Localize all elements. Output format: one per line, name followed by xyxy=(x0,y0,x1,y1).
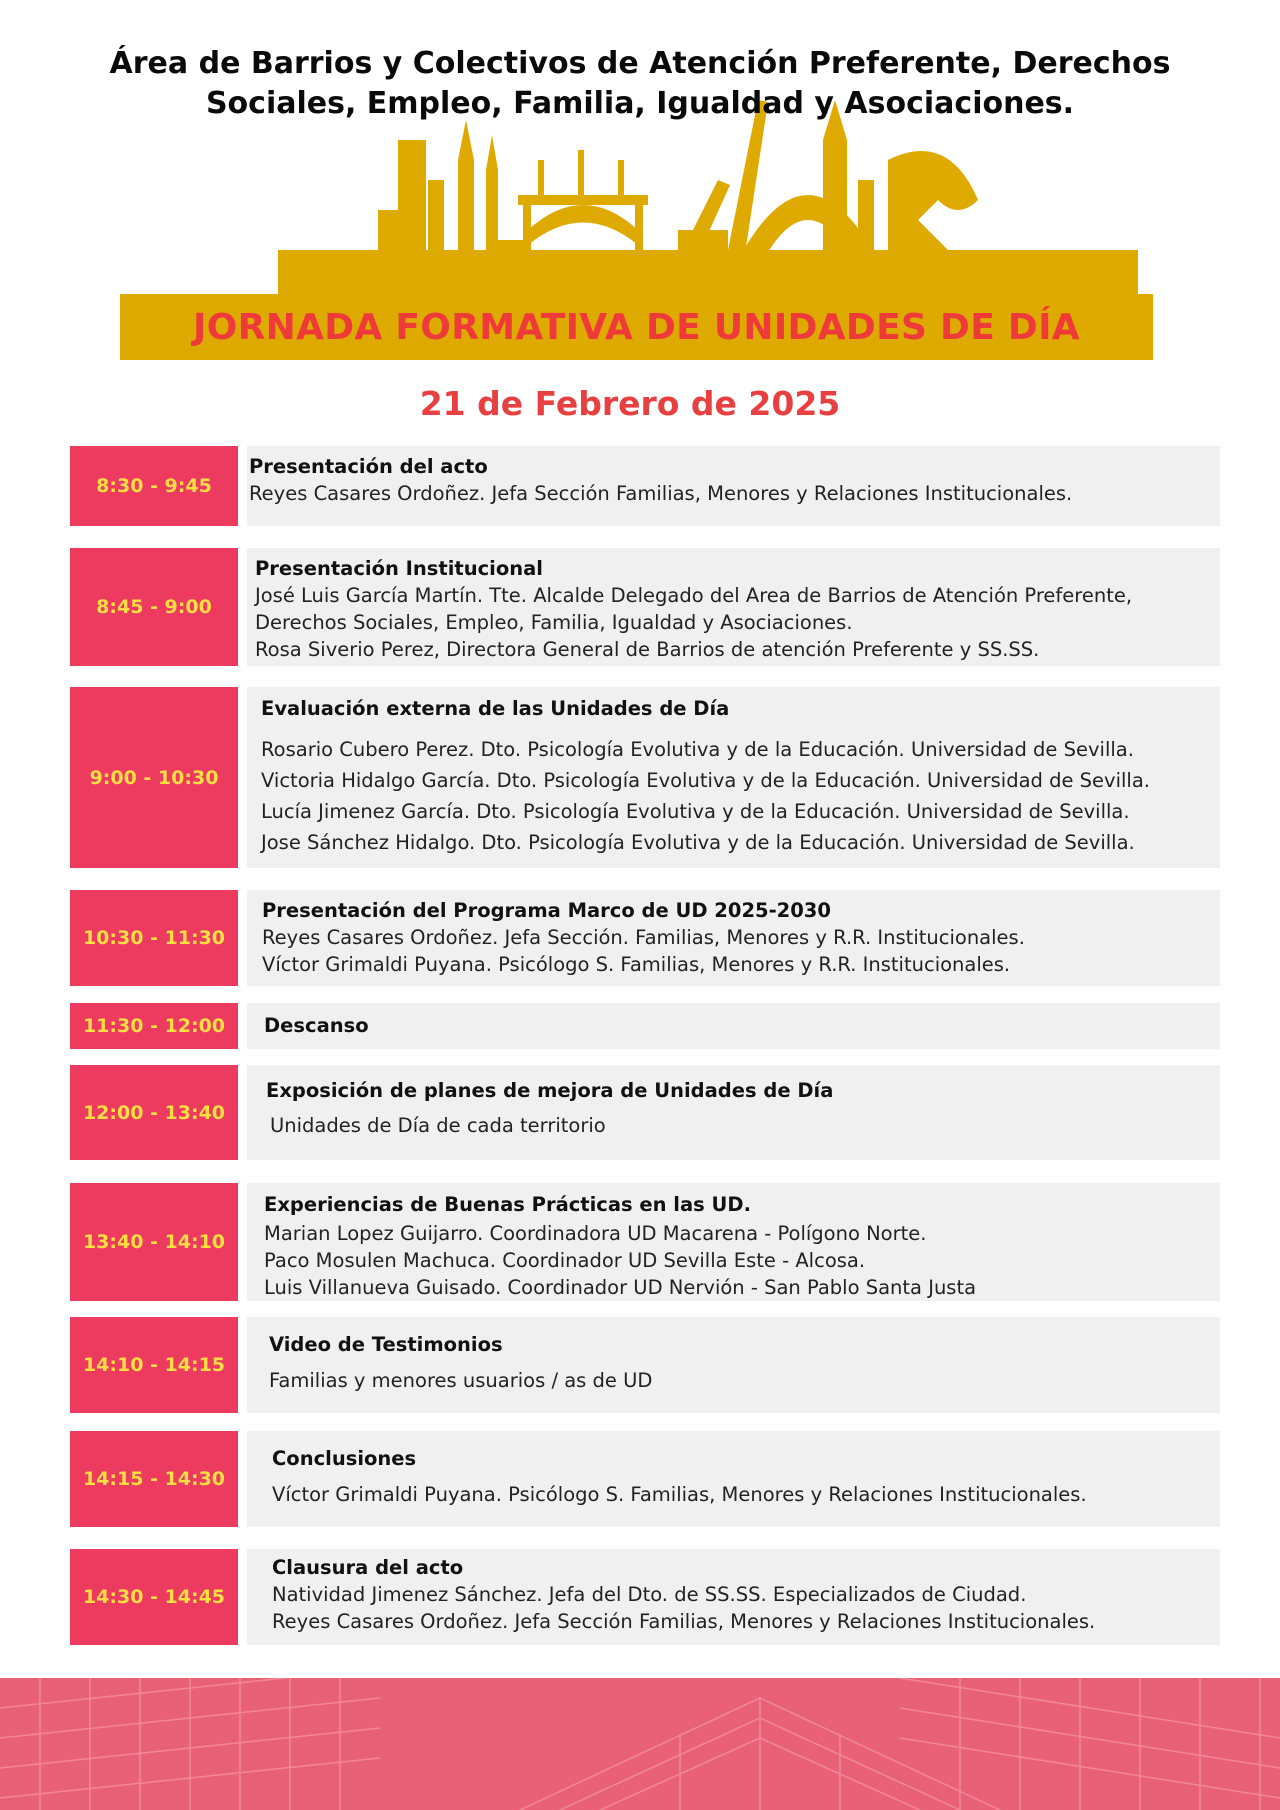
session-title: Evaluación externa de las Unidades de Día xyxy=(261,697,730,720)
schedule-item xyxy=(70,890,1220,986)
session-detail: Unidades de Día de cada territorio xyxy=(270,1114,606,1137)
session-title: Descanso xyxy=(264,1014,369,1037)
session-title: Experiencias de Buenas Prácticas en las UD. xyxy=(264,1193,751,1216)
session-speaker: Reyes Casares Ordoñez. Jefa Sección. Familias, Menores y R.R. Institucionales. xyxy=(262,926,1025,949)
event-date: 21 de Febrero de 2025 xyxy=(419,384,841,423)
time-slot: 8:30 - 9:45 xyxy=(70,446,238,526)
schedule-item xyxy=(70,1065,1220,1160)
time-slot: 13:40 - 14:10 xyxy=(70,1183,238,1301)
session-details xyxy=(247,890,1220,986)
session-speaker: Natividad Jimenez Sánchez. Jefa del Dto. de SS.SS. Especializados de Ciudad. xyxy=(272,1583,1027,1606)
schedule-item xyxy=(70,1317,1220,1413)
session-title: Exposición de planes de mejora de Unidades de Día xyxy=(266,1079,834,1102)
header-line-1: Área de Barrios y Colectivos de Atención Preferente, Derechos xyxy=(109,46,1171,81)
session-details xyxy=(247,1431,1220,1527)
event-title-banner xyxy=(120,294,1153,360)
session-title: Video de Testimonios xyxy=(269,1333,503,1356)
session-detail: Familias y menores usuarios / as de UD xyxy=(269,1369,653,1392)
time-slot: 8:45 - 9:00 xyxy=(70,548,238,666)
time-slot: 14:15 - 14:30 xyxy=(70,1431,238,1527)
time-slot: 14:30 - 14:45 xyxy=(70,1549,238,1645)
session-speaker: Derechos Sociales, Empleo, Familia, Igualdad y Asociaciones. xyxy=(255,611,853,634)
footer-glass-building-pattern xyxy=(0,1678,1280,1810)
session-speaker: Víctor Grimaldi Puyana. Psicólogo S. Familias, Menores y R.R. Institucionales. xyxy=(262,953,1011,976)
session-details xyxy=(247,1065,1220,1160)
session-details xyxy=(247,1549,1220,1645)
session-speaker: Luis Villanueva Guisado. Coordinador UD Nervión - San Pablo Santa Justa xyxy=(264,1276,977,1299)
time-slot: 9:00 - 10:30 xyxy=(70,687,238,868)
seville-skyline-illustration xyxy=(118,100,1158,300)
session-speaker: Paco Mosulen Machuca. Coordinador UD Sevilla Este - Alcosa. xyxy=(264,1249,866,1272)
session-details xyxy=(247,1003,1220,1049)
schedule-item xyxy=(70,1003,1220,1049)
session-title: Conclusiones xyxy=(272,1447,417,1470)
session-details xyxy=(247,1317,1220,1413)
time-slot: 12:00 - 13:40 xyxy=(70,1065,238,1160)
session-details xyxy=(247,687,1220,868)
session-speaker: Marian Lopez Guijarro. Coordinadora UD Macarena - Polígono Norte. xyxy=(264,1222,927,1245)
time-slot: 14:10 - 14:15 xyxy=(70,1317,238,1413)
footer-building-photo xyxy=(0,1678,1280,1810)
session-speaker: Jose Sánchez Hidalgo. Dto. Psicología Evolutiva y de la Educación. Universidad de Sevilla. xyxy=(261,831,1135,854)
session-speaker: Victoria Hidalgo García. Dto. Psicología Evolutiva y de la Educación. Universidad de Sevilla. xyxy=(261,769,1150,792)
session-details xyxy=(247,446,1220,526)
session-title: Clausura del acto xyxy=(272,1556,464,1579)
session-details xyxy=(247,1183,1220,1301)
session-title: Presentación Institucional xyxy=(255,557,543,580)
schedule-item xyxy=(70,1431,1220,1527)
event-title: JORNADA FORMATIVA DE UNIDADES DE DÍA xyxy=(193,306,1080,348)
session-title: Presentación del acto xyxy=(249,455,488,478)
session-speaker: Lucía Jimenez García. Dto. Psicología Evolutiva y de la Educación. Universidad de Sevilla. xyxy=(261,800,1130,823)
time-slot: 10:30 - 11:30 xyxy=(70,890,238,986)
session-speaker: Rosario Cubero Perez. Dto. Psicología Evolutiva y de la Educación. Universidad de Sevilla. xyxy=(261,738,1134,761)
schedule-item xyxy=(70,687,1220,868)
session-speaker: Rosa Siverio Perez, Directora General de Barrios de atención Preferente y SS.SS. xyxy=(255,638,1040,661)
header-line-2: Sociales, Empleo, Familia, Igualdad y Asociaciones. xyxy=(205,86,1075,121)
session-details xyxy=(247,548,1220,666)
session-speaker: José Luis García Martín. Tte. Alcalde Delegado del Area de Barrios de Atención Preferente, xyxy=(255,584,1133,607)
time-slot: 11:30 - 12:00 xyxy=(70,1003,238,1049)
department-header xyxy=(100,44,1180,124)
session-speaker: Reyes Casares Ordoñez. Jefa Sección Familias, Menores y Relaciones Institucionales. xyxy=(249,482,1073,505)
schedule-item xyxy=(70,446,1220,526)
schedule-item xyxy=(70,1183,1220,1301)
schedule-item xyxy=(70,548,1220,666)
session-title: Presentación del Programa Marco de UD 2025-2030 xyxy=(262,899,831,922)
session-speaker: Víctor Grimaldi Puyana. Psicólogo S. Familias, Menores y Relaciones Institucionales. xyxy=(272,1483,1087,1506)
schedule-item xyxy=(70,1549,1220,1645)
session-speaker: Reyes Casares Ordoñez. Jefa Sección Familias, Menores y Relaciones Institucionales. xyxy=(272,1610,1096,1633)
